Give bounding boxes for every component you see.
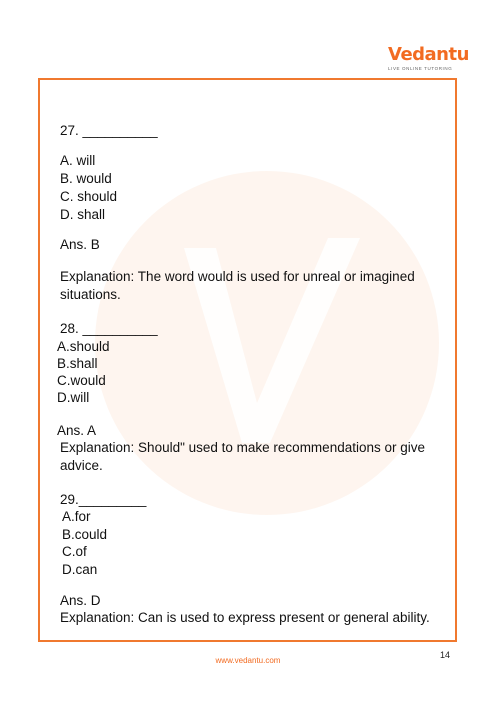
- question-29-option-b: B.could: [62, 527, 108, 542]
- question-28-explanation-line-1: Explanation: Should" used to make recommendations or give: [60, 440, 426, 455]
- footer-url[interactable]: www.vedantu.com: [215, 656, 281, 665]
- question-28-explanation-line-2: advice.: [60, 458, 103, 473]
- question-29-option-d: D.can: [62, 562, 98, 577]
- question-29-explanation-line-1: Explanation: Can is used to express present or general ability.: [60, 610, 430, 625]
- question-29-answer: Ans. D: [60, 593, 101, 608]
- question-28-option-d: D.will: [57, 390, 90, 405]
- question-28-option-a: A.should: [57, 339, 110, 354]
- question-27-number: 27. __________: [60, 123, 158, 138]
- question-27-answer: Ans. B: [60, 237, 100, 252]
- question-27-option-c: C. should: [60, 189, 118, 204]
- question-29-option-a: A.for: [62, 509, 91, 524]
- question-28-number: 28. __________: [60, 321, 158, 336]
- page-number: 14: [440, 650, 451, 660]
- question-29-number: 29._________: [60, 492, 147, 507]
- question-27-explanation-line-1: Explanation: The word would is used for unreal or imagined: [60, 269, 415, 284]
- vedantu-watermark-icon: [92, 168, 442, 518]
- question-27-explanation-line-2: situations.: [60, 287, 121, 302]
- vedantu-logo: [388, 44, 469, 74]
- question-28-option-c: C.would: [57, 373, 106, 388]
- logo-wordmark: Vedantu: [388, 44, 469, 65]
- question-27-option-a: A. will: [60, 153, 96, 168]
- question-27-option-d: D. shall: [60, 207, 106, 222]
- logo-tagline: LIVE ONLINE TUTORING: [388, 66, 453, 71]
- question-27-option-b: B. would: [60, 171, 112, 186]
- question-28-answer: Ans. A: [57, 423, 97, 438]
- question-29-option-c: C.of: [62, 544, 87, 559]
- question-28-option-b: B.shall: [57, 356, 98, 371]
